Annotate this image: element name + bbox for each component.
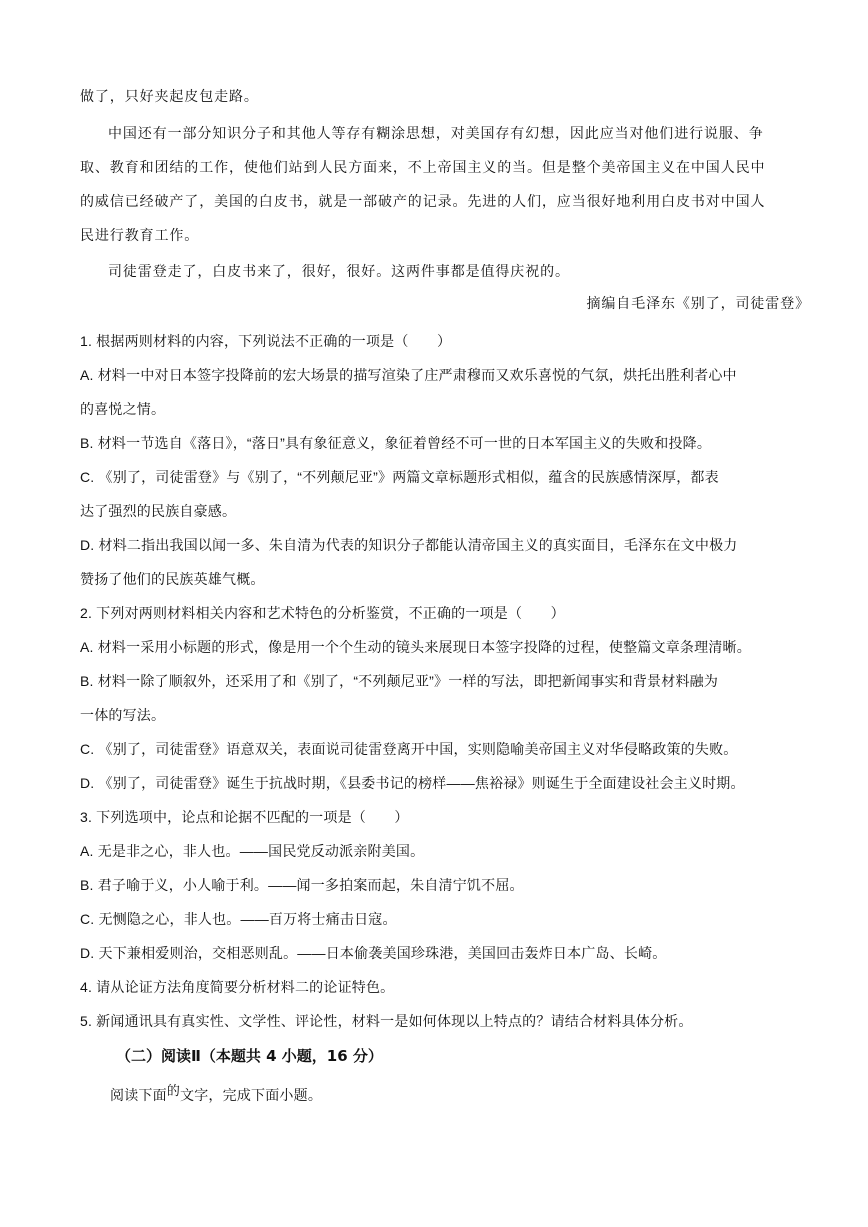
q1-option-c: C. 《别了，司徒雷登》与《别了，“不列颠尼亚”》两篇文章标题形式相似，蕴含的民族感情深厚，都表	[80, 469, 719, 485]
q1-option-a: A. 材料一中对日本签字投降前的宏大场景的描写渲染了庄严肃穆而又欢乐喜悦的气氛，烘托出胜利者心中	[80, 367, 737, 383]
instruction-text-b: 文字，完成下面小题。	[180, 1087, 323, 1103]
question-4-stem: 4. 请从论证方法角度简要分析材料二的论证特色。	[80, 979, 395, 995]
q1-option-d: D. 材料二指出我国以闻一多、朱自清为代表的知识分子都能认清帝国主义的真实面目，毛泽东在文中极力	[80, 537, 738, 553]
question-1-stem: 1. 根据两则材料的内容，下列说法不正确的一项是（ ）	[80, 333, 452, 349]
instruction-superscript: 的	[166, 1083, 181, 1098]
section-heading: （二）阅读Ⅱ（本题共 4 小题，16 分）	[116, 1047, 383, 1065]
q2-option-b-cont: 一体的写法。	[80, 707, 166, 723]
paragraph-closing-line: 做了，只好夹起皮包走路。	[80, 89, 259, 105]
q1-option-c-cont: 达了强烈的民族自豪感。	[80, 503, 237, 519]
q3-option-a: A. 无是非之心，非人也。——国民党反动派亲附美国。	[80, 843, 425, 859]
q3-option-c: C. 无恻隐之心，非人也。——百万将士痛击日寇。	[80, 911, 397, 927]
section-instruction	[110, 1085, 820, 1106]
instruction-text-a: 阅读下面	[110, 1087, 167, 1103]
q3-option-b: B. 君子喻于义，小人喻于利。——闻一多拍案而起，朱自清宁饥不屈。	[80, 877, 524, 893]
q2-option-c: C. 《别了，司徒雷登》语意双关，表面说司徒雷登离开中国，实则隐喻美帝国主义对华侵略政策的失败。	[80, 741, 738, 757]
q2-option-b: B. 材料一除了顺叙外，还采用了和《别了，“不列颠尼亚”》一样的写法，即把新闻事实和背景材料融为	[80, 673, 719, 689]
question-3-stem: 3. 下列选项中，论点和论据不匹配的一项是（ ）	[80, 809, 409, 825]
question-5-stem: 5. 新闻通讯具有真实性、文学性、评论性，材料一是如何体现以上特点的？请结合材料具体分析。	[80, 1013, 693, 1029]
q2-option-d: D. 《别了，司徒雷登》诞生于抗战时期，《县委书记的榜样——焦裕禄》则诞生于全面建设社会主义时期。	[80, 775, 745, 791]
q1-option-d-cont: 赞扬了他们的民族英雄气概。	[80, 571, 265, 587]
source-attribution: 摘编自毛泽东《别了，司徒雷登》	[586, 296, 810, 312]
paragraph-line: 民进行教育工作。	[80, 228, 200, 244]
question-2-stem: 2. 下列对两则材料相关内容和艺术特色的分析鉴赏，不正确的一项是（ ）	[80, 605, 565, 621]
q1-option-a-cont: 的喜悦之情。	[80, 401, 166, 417]
q1-option-b: B. 材料一节选自《落日》，“落日”具有象征意义，象征着曾经不可一世的日本军国主义的失败和投降。	[80, 435, 712, 451]
paragraph-line: 司徒雷登走了，白皮书来了，很好，很好。这两件事都是值得庆祝的。	[108, 264, 570, 280]
q3-option-d: D. 天下兼相爱则治，交相恶则乱。——日本偷袭美国珍珠港，美国回击轰炸日本广岛、长崎。	[80, 945, 667, 961]
paragraph-line: 取、教育和团结的工作，使他们站到人民方面来，不上帝国主义的当。但是整个美帝国主义在中国人民中	[80, 160, 766, 176]
q2-option-a: A. 材料一采用小标题的形式，像是用一个个生动的镜头来展现日本签字投降的过程，使整篇文章条理清晰。	[80, 639, 751, 655]
paragraph-line: 中国还有一部分知识分子和其他人等存有糊涂思想，对美国存有幻想，因此应当对他们进行说服、争	[108, 126, 764, 142]
paragraph-line: 的威信已经破产了，美国的白皮书，就是一部破产的记录。先进的人们，应当很好地利用白皮书对中国人	[80, 194, 766, 210]
